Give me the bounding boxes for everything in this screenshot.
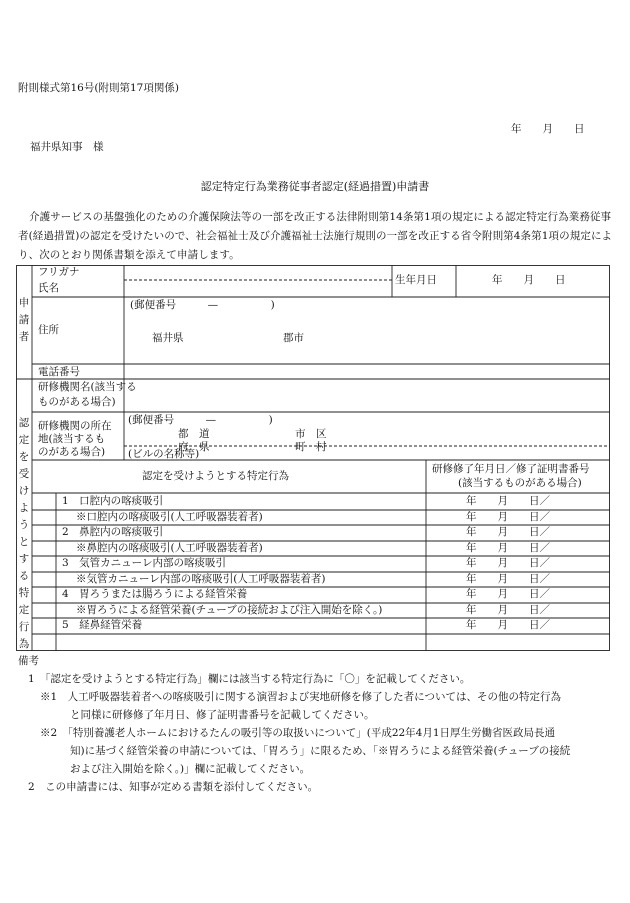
org-postal-code[interactable]: (郵便番号 — ) [128,414,273,426]
completion-column-header: 研修修了年月日／修了証明書番号 [432,463,590,475]
birthdate-input[interactable]: 年 月 日 [492,274,566,286]
org-town-machi-mura: 町 村 [295,441,327,453]
birthdate-label: 生年月日 [395,274,437,286]
applicant-postal-code[interactable]: (郵便番号 — ) [130,299,275,311]
note-1-sub-2-a: ※2 「特別養護老人ホームにおけるたんの吸引等の取扱いについて」(平成22年4月1日厚生労働省医政局長通 [40,727,556,739]
act-4-label: 4 胃ろうまたは腸ろうによる経管栄養 [62,588,248,600]
act-2-check-cell[interactable] [36,526,54,539]
phone-input[interactable] [128,366,606,378]
name-label: 氏名 [38,282,59,294]
act-1v-check-cell[interactable] [36,511,54,524]
act-1v-label: ※口腔内の喀痰吸引(人工呼吸器装着者) [76,511,263,523]
act-1-completion[interactable]: 年 月 日／ [466,495,550,507]
intro-paragraph: 介護サービスの基盤強化のための介護保険法等の一部を改正する法律附則第14条第1項の規定による認定特定行為業務従事者(経過措置)の認定を受けたいので、社会福祉士及び介護福祉士法施行規則の一部を改正する省令附則第4条第1項の規定により、次のとおり関係書類を添えて申請します。 [18,211,613,261]
applicant-city-suffix: 郡市 [283,332,304,344]
act-2v-label: ※鼻腔内の喀痰吸引(人工呼吸器装着者) [76,542,263,554]
act-3v-completion[interactable]: 年 月 日／ [466,573,550,585]
act-4s-label: ※胃ろうによる経管栄養(チューブの接続および注入開始を除く。) [76,604,383,616]
note-1-sub-1-a: ※1 人工呼吸器装着者への喀痰吸引に関する演習および実地研修を修了した者については、その他の特定行為 [40,691,561,703]
act-4s-check-cell[interactable] [36,604,54,617]
act-3v-label: ※気管カニューレ内部の喀痰吸引(人工呼吸器装着者) [76,573,326,585]
applicant-prefecture: 福井県 [152,332,184,344]
application-form-table [16,265,610,651]
act-2-completion[interactable]: 年 月 日／ [466,526,550,538]
note-1-sub-2-c: および注入開始を除く。)」欄に記載してください。 [70,763,311,775]
phone-label: 電話番号 [38,366,80,378]
addressee: 福井県知事 様 [30,141,104,153]
org-address-label-3: のがある場合) [38,446,106,458]
act-3v-check-cell[interactable] [36,573,54,586]
form-number: 附則様式第16号(附則第17項関係) [18,82,179,94]
act-5-label: 5 経鼻経管栄養 [62,619,143,631]
completion-column-header-2: (該当するものがある場合) [458,477,582,489]
furigana-label: フリガナ [38,266,80,278]
training-org-input[interactable] [128,383,606,409]
org-address-label-2: 地(該当するも [38,433,106,445]
act-3-completion[interactable]: 年 月 日／ [466,557,550,569]
note-1-sub-1-b: と同様に研修修了年月日、修了証明書番号を記載してください。 [70,709,375,721]
act-1-label: 1 口腔内の喀痰吸引 [62,495,164,507]
act-4-check-cell[interactable] [36,588,54,601]
org-building-name[interactable]: (ビルの名称等) [128,448,200,460]
act-4s-completion[interactable]: 年 月 日／ [466,604,550,616]
org-address-label: 研修機関の所在 [38,420,112,432]
furigana-input[interactable] [128,267,390,278]
note-1: 1 「認定を受けようとする特定行為」欄には該当する特定行為に「〇」を記載してください。 [28,673,471,685]
act-5-completion[interactable]: 年 月 日／ [466,619,550,631]
address-label: 住所 [38,324,59,336]
act-2-label: 2 鼻腔内の喀痰吸引 [62,526,164,538]
act-column-header: 認定を受けようとする特定行為 [142,470,289,482]
act-2v-completion[interactable]: 年 月 日／ [466,542,550,554]
application-date[interactable]: 年 月 日 [511,123,585,135]
acts-section-label: 認 定 を 受 け よ う と す る 特 定 行 為 [18,417,30,650]
act-2v-check-cell[interactable] [36,542,54,555]
applicant-section-label: 申 請 者 [18,297,30,343]
training-org-label-2: ものがある場合) [38,396,116,408]
act-3-check-cell[interactable] [36,557,54,570]
document-title: 認定特定行為業務従事者認定(経過措置)申請書 [200,180,430,193]
note-1-sub-2-b: 知)に基づく経管栄養の申請については、「胃ろう」に限るため、「※胃ろうによる経管栄養(チューブの接続 [70,745,571,757]
act-3-label: 3 気管カニューレ内部の喀痰吸引 [62,557,226,569]
act-1-check-cell[interactable] [36,495,54,508]
act-4-completion[interactable]: 年 月 日／ [466,588,550,600]
org-pref-fu-ken: 府 県 [178,441,210,453]
name-input[interactable] [128,282,390,295]
org-pref-to-do: 都 道 [178,428,210,440]
act-1v-completion[interactable]: 年 月 日／ [466,511,550,523]
org-city-shi-ku: 市 区 [295,428,327,440]
training-org-label: 研修機関名(該当する [38,381,137,393]
note-2: 2 この申請書には、知事が定める書類を添付してください。 [28,781,319,793]
notes-heading: 備考 [18,655,39,667]
act-5-check-cell[interactable] [36,619,54,632]
